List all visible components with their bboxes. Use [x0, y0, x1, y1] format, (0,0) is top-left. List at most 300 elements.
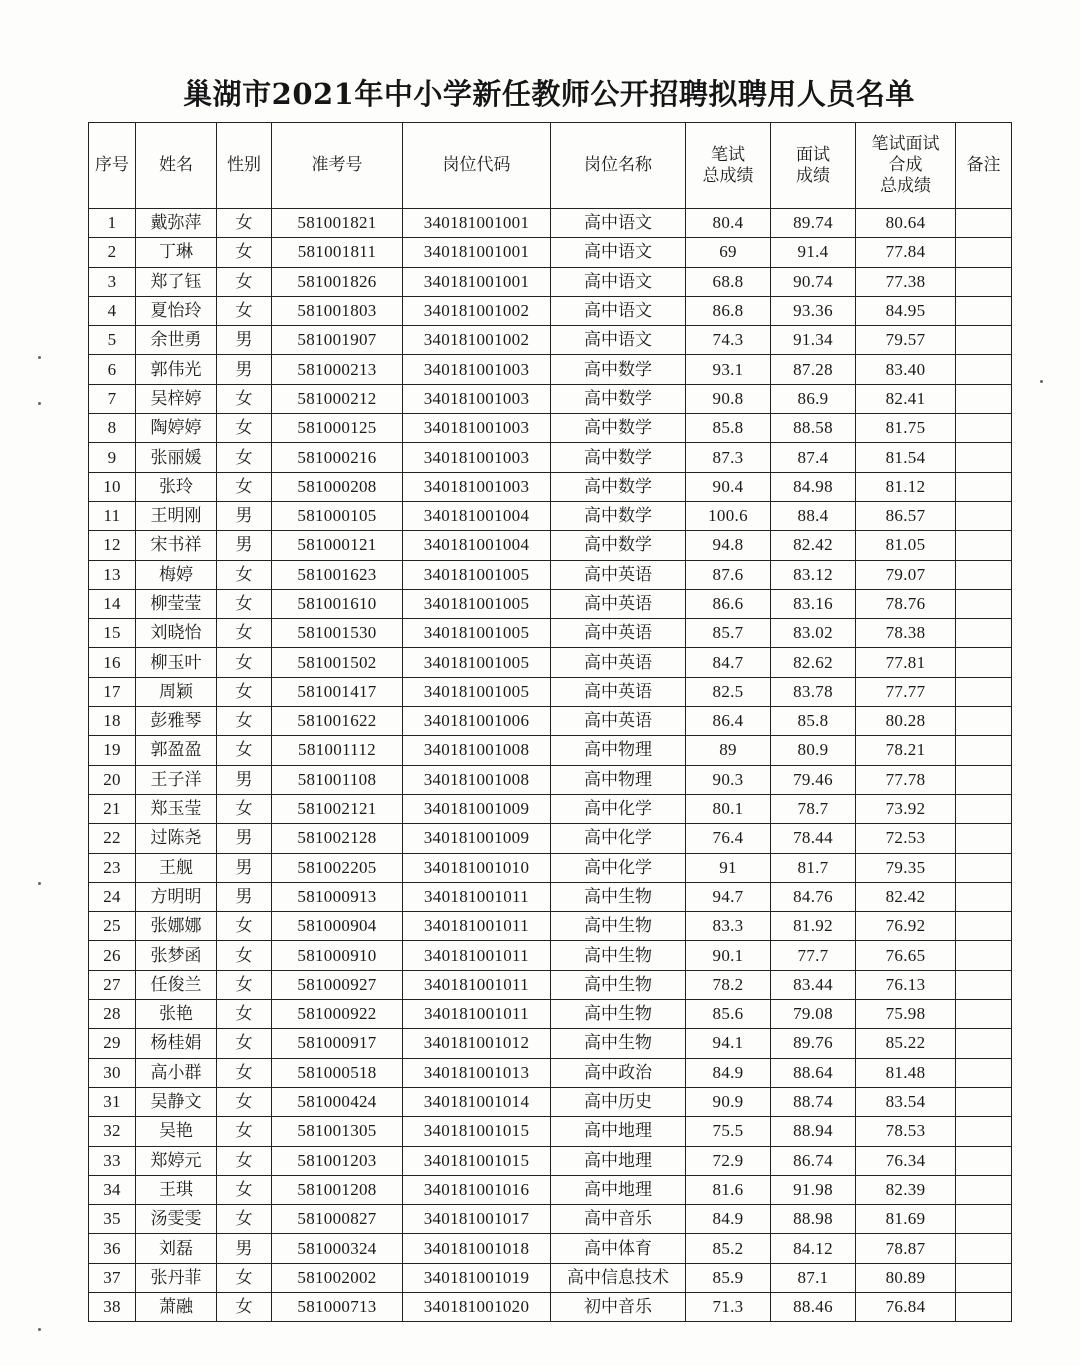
cell-total-score: 86.57 [856, 501, 956, 530]
cell-exam-no: 581001203 [272, 1146, 403, 1175]
cell-post-name: 高中英语 [551, 619, 686, 648]
cell-post-code: 340181001017 [403, 1205, 551, 1234]
cell-total-score: 79.35 [856, 853, 956, 882]
cell-remark [956, 1175, 1012, 1204]
cell-name: 戴弥萍 [136, 209, 217, 238]
cell-post-name: 高中生物 [551, 882, 686, 911]
cell-name: 张玲 [136, 472, 217, 501]
cell-total-score: 77.38 [856, 267, 956, 296]
cell-gender: 女 [217, 560, 272, 589]
cell-gender: 男 [217, 326, 272, 355]
header-written-line-1: 笔试 [711, 144, 745, 165]
cell-post-name: 高中语文 [551, 267, 686, 296]
cell-remark [956, 589, 1012, 618]
cell-written-score: 93.1 [686, 355, 771, 384]
cell-post-code: 340181001003 [403, 384, 551, 413]
cell-post-name: 高中化学 [551, 824, 686, 853]
cell-post-code: 340181001003 [403, 472, 551, 501]
table-row [89, 648, 1012, 677]
cell-interview-score: 82.62 [771, 648, 856, 677]
cell-exam-no: 581001502 [272, 648, 403, 677]
cell-idx: 3 [89, 267, 136, 296]
cell-name: 张艳 [136, 1000, 217, 1029]
cell-gender: 男 [217, 501, 272, 530]
cell-post-code: 340181001003 [403, 443, 551, 472]
cell-interview-score: 90.74 [771, 267, 856, 296]
cell-idx: 38 [89, 1292, 136, 1321]
cell-name: 陶婷婷 [136, 414, 217, 443]
cell-exam-no: 581002002 [272, 1263, 403, 1292]
cell-remark [956, 1087, 1012, 1116]
cell-post-code: 340181001019 [403, 1263, 551, 1292]
cell-gender: 女 [217, 941, 272, 970]
cell-remark [956, 1029, 1012, 1058]
cell-exam-no: 581001803 [272, 296, 403, 325]
cell-total-score: 84.95 [856, 296, 956, 325]
header-total-line-1: 笔试面试 [871, 134, 940, 154]
cell-post-code: 340181001004 [403, 531, 551, 560]
cell-gender: 女 [217, 1058, 272, 1087]
cell-post-code: 340181001011 [403, 882, 551, 911]
cell-remark [956, 1117, 1012, 1146]
cell-post-name: 高中音乐 [551, 1205, 686, 1234]
cell-exam-no: 581001907 [272, 326, 403, 355]
cell-written-score: 85.9 [686, 1263, 771, 1292]
cell-post-code: 340181001015 [403, 1146, 551, 1175]
cell-written-score: 80.1 [686, 794, 771, 823]
cell-name: 张梦函 [136, 941, 217, 970]
cell-post-code: 340181001002 [403, 296, 551, 325]
table-row [89, 501, 1012, 530]
cell-idx: 33 [89, 1146, 136, 1175]
cell-written-score: 90.1 [686, 941, 771, 970]
cell-name: 柳玉叶 [136, 648, 217, 677]
cell-gender: 女 [217, 1146, 272, 1175]
cell-idx: 16 [89, 648, 136, 677]
cell-idx: 34 [89, 1175, 136, 1204]
table-row [89, 1175, 1012, 1204]
cell-total-score: 81.05 [856, 531, 956, 560]
cell-name: 方明明 [136, 882, 217, 911]
cell-post-name: 高中数学 [551, 501, 686, 530]
cell-written-score: 87.6 [686, 560, 771, 589]
cell-gender: 女 [217, 677, 272, 706]
cell-gender: 女 [217, 1000, 272, 1029]
cell-exam-no: 581001623 [272, 560, 403, 589]
header-total-score [856, 123, 956, 209]
document-title: 巢湖市2021年中小学新任教师公开招聘拟聘用人员名单 [183, 77, 915, 111]
header-idx: 序号 [89, 123, 136, 209]
cell-idx: 1 [89, 209, 136, 238]
cell-exam-no: 581000212 [272, 384, 403, 413]
cell-interview-score: 87.4 [771, 443, 856, 472]
cell-idx: 8 [89, 414, 136, 443]
cell-exam-no: 581000904 [272, 912, 403, 941]
cell-post-code: 340181001001 [403, 209, 551, 238]
cell-remark [956, 1058, 1012, 1087]
cell-total-score: 80.89 [856, 1263, 956, 1292]
cell-remark [956, 619, 1012, 648]
cell-post-name: 高中英语 [551, 589, 686, 618]
cell-remark [956, 941, 1012, 970]
cell-remark [956, 238, 1012, 267]
cell-exam-no: 581000424 [272, 1087, 403, 1116]
cell-exam-no: 581000827 [272, 1205, 403, 1234]
cell-gender: 女 [217, 414, 272, 443]
cell-total-score: 83.54 [856, 1087, 956, 1116]
cell-name: 过陈尧 [136, 824, 217, 853]
cell-exam-no: 581001530 [272, 619, 403, 648]
cell-gender: 女 [217, 736, 272, 765]
table-row [89, 1263, 1012, 1292]
cell-post-name: 高中生物 [551, 1000, 686, 1029]
table-row [89, 443, 1012, 472]
cell-post-name: 高中物理 [551, 765, 686, 794]
cell-idx: 9 [89, 443, 136, 472]
cell-total-score: 82.41 [856, 384, 956, 413]
cell-remark [956, 882, 1012, 911]
cell-remark [956, 765, 1012, 794]
cell-written-score: 84.9 [686, 1205, 771, 1234]
cell-remark [956, 560, 1012, 589]
cell-remark [956, 736, 1012, 765]
cell-post-code: 340181001009 [403, 794, 551, 823]
cell-idx: 30 [89, 1058, 136, 1087]
cell-total-score: 81.69 [856, 1205, 956, 1234]
cell-post-code: 340181001016 [403, 1175, 551, 1204]
cell-post-name: 高中体育 [551, 1234, 686, 1263]
cell-written-score: 78.2 [686, 970, 771, 999]
header-total-line-3: 总成绩 [880, 176, 931, 196]
cell-exam-no: 581000910 [272, 941, 403, 970]
cell-post-code: 340181001006 [403, 707, 551, 736]
cell-exam-no: 581002121 [272, 794, 403, 823]
cell-written-score: 85.2 [686, 1234, 771, 1263]
cell-name: 郑了钰 [136, 267, 217, 296]
header-post-code: 岗位代码 [403, 123, 551, 209]
cell-post-code: 340181001018 [403, 1234, 551, 1263]
cell-total-score: 78.76 [856, 589, 956, 618]
table-row [89, 619, 1012, 648]
cell-name: 宋书祥 [136, 531, 217, 560]
cell-total-score: 78.87 [856, 1234, 956, 1263]
cell-post-name: 高中语文 [551, 296, 686, 325]
table-row [89, 531, 1012, 560]
cell-written-score: 86.6 [686, 589, 771, 618]
cell-post-code: 340181001009 [403, 824, 551, 853]
cell-name: 郑婷元 [136, 1146, 217, 1175]
header-interview-line-2: 成绩 [796, 165, 830, 186]
cell-interview-score: 85.8 [771, 707, 856, 736]
cell-post-name: 高中生物 [551, 912, 686, 941]
cell-remark [956, 414, 1012, 443]
cell-remark [956, 794, 1012, 823]
cell-total-score: 72.53 [856, 824, 956, 853]
cell-written-score: 84.7 [686, 648, 771, 677]
header-remark: 备注 [956, 123, 1012, 209]
cell-written-score: 94.8 [686, 531, 771, 560]
cell-idx: 25 [89, 912, 136, 941]
cell-total-score: 85.22 [856, 1029, 956, 1058]
cell-interview-score: 83.02 [771, 619, 856, 648]
cell-post-code: 340181001013 [403, 1058, 551, 1087]
cell-interview-score: 82.42 [771, 531, 856, 560]
cell-post-name: 高中化学 [551, 794, 686, 823]
table-row [89, 853, 1012, 882]
cell-written-score: 83.3 [686, 912, 771, 941]
cell-exam-no: 581001821 [272, 209, 403, 238]
header-written-line-2: 总成绩 [702, 165, 754, 186]
cell-idx: 5 [89, 326, 136, 355]
cell-remark [956, 853, 1012, 882]
cell-interview-score: 88.58 [771, 414, 856, 443]
cell-exam-no: 581000713 [272, 1292, 403, 1321]
cell-name: 刘晓怡 [136, 619, 217, 648]
cell-post-code: 340181001001 [403, 238, 551, 267]
cell-post-code: 340181001012 [403, 1029, 551, 1058]
cell-gender: 男 [217, 824, 272, 853]
cell-post-code: 340181001005 [403, 677, 551, 706]
header-total-line-2: 合成 [888, 155, 923, 175]
cell-total-score: 81.48 [856, 1058, 956, 1087]
cell-gender: 女 [217, 267, 272, 296]
table-row [89, 912, 1012, 941]
cell-total-score: 76.84 [856, 1292, 956, 1321]
cell-gender: 男 [217, 765, 272, 794]
cell-written-score: 89 [686, 736, 771, 765]
cell-interview-score: 83.16 [771, 589, 856, 618]
table-row [89, 941, 1012, 970]
cell-post-code: 340181001011 [403, 941, 551, 970]
header-interview-line-1: 面试 [796, 144, 830, 165]
cell-interview-score: 87.28 [771, 355, 856, 384]
table-row [89, 1205, 1012, 1234]
cell-interview-score: 84.98 [771, 472, 856, 501]
cell-name: 柳莹莹 [136, 589, 217, 618]
cell-written-score: 69 [686, 238, 771, 267]
cell-interview-score: 79.46 [771, 765, 856, 794]
cell-post-name: 高中生物 [551, 1029, 686, 1058]
cell-exam-no: 581001208 [272, 1175, 403, 1204]
cell-interview-score: 88.4 [771, 501, 856, 530]
cell-exam-no: 581000927 [272, 970, 403, 999]
cell-post-name: 高中数学 [551, 414, 686, 443]
cell-post-name: 高中英语 [551, 560, 686, 589]
cell-exam-no: 581001112 [272, 736, 403, 765]
cell-remark [956, 209, 1012, 238]
table-row [89, 707, 1012, 736]
cell-name: 吴静文 [136, 1087, 217, 1116]
cell-total-score: 78.38 [856, 619, 956, 648]
table-row [89, 1146, 1012, 1175]
cell-post-code: 340181001005 [403, 619, 551, 648]
cell-exam-no: 581001622 [272, 707, 403, 736]
cell-name: 余世勇 [136, 326, 217, 355]
cell-idx: 2 [89, 238, 136, 267]
cell-interview-score: 89.74 [771, 209, 856, 238]
cell-total-score: 77.81 [856, 648, 956, 677]
cell-written-score: 68.8 [686, 267, 771, 296]
cell-post-code: 340181001005 [403, 560, 551, 589]
cell-gender: 男 [217, 1234, 272, 1263]
cell-exam-no: 581000121 [272, 531, 403, 560]
cell-total-score: 83.40 [856, 355, 956, 384]
cell-interview-score: 89.76 [771, 1029, 856, 1058]
cell-gender: 女 [217, 1263, 272, 1292]
cell-total-score: 77.77 [856, 677, 956, 706]
cell-total-score: 78.21 [856, 736, 956, 765]
header-interview-score [771, 123, 856, 209]
cell-name: 任俊兰 [136, 970, 217, 999]
cell-total-score: 76.92 [856, 912, 956, 941]
cell-name: 丁琳 [136, 238, 217, 267]
cell-written-score: 100.6 [686, 501, 771, 530]
cell-written-score: 86.8 [686, 296, 771, 325]
cell-idx: 14 [89, 589, 136, 618]
cell-exam-no: 581000125 [272, 414, 403, 443]
cell-post-name: 高中地理 [551, 1117, 686, 1146]
cell-post-code: 340181001011 [403, 1000, 551, 1029]
cell-gender: 女 [217, 209, 272, 238]
cell-post-name: 高中物理 [551, 736, 686, 765]
scan-speck [38, 402, 41, 405]
cell-interview-score: 88.64 [771, 1058, 856, 1087]
cell-name: 吴艳 [136, 1117, 217, 1146]
cell-gender: 男 [217, 531, 272, 560]
cell-idx: 24 [89, 882, 136, 911]
cell-interview-score: 91.4 [771, 238, 856, 267]
cell-exam-no: 581000922 [272, 1000, 403, 1029]
cell-written-score: 82.5 [686, 677, 771, 706]
cell-idx: 6 [89, 355, 136, 384]
cell-total-score: 75.98 [856, 1000, 956, 1029]
cell-interview-score: 78.44 [771, 824, 856, 853]
cell-interview-score: 79.08 [771, 1000, 856, 1029]
cell-interview-score: 83.44 [771, 970, 856, 999]
cell-post-code: 340181001008 [403, 765, 551, 794]
cell-interview-score: 83.78 [771, 677, 856, 706]
cell-gender: 女 [217, 472, 272, 501]
cell-written-score: 86.4 [686, 707, 771, 736]
cell-total-score: 76.34 [856, 1146, 956, 1175]
cell-gender: 女 [217, 589, 272, 618]
table-row [89, 1000, 1012, 1029]
cell-post-name: 高中数学 [551, 531, 686, 560]
cell-written-score: 90.9 [686, 1087, 771, 1116]
cell-post-name: 高中语文 [551, 238, 686, 267]
cell-gender: 女 [217, 970, 272, 999]
cell-idx: 4 [89, 296, 136, 325]
cell-post-name: 高中生物 [551, 970, 686, 999]
cell-gender: 女 [217, 1117, 272, 1146]
cell-exam-no: 581002128 [272, 824, 403, 853]
cell-gender: 女 [217, 1205, 272, 1234]
cell-exam-no: 581001417 [272, 677, 403, 706]
cell-gender: 女 [217, 648, 272, 677]
cell-post-code: 340181001002 [403, 326, 551, 355]
cell-post-code: 340181001020 [403, 1292, 551, 1321]
cell-post-code: 340181001015 [403, 1117, 551, 1146]
cell-total-score: 82.39 [856, 1175, 956, 1204]
cell-gender: 女 [217, 707, 272, 736]
cell-gender: 女 [217, 1175, 272, 1204]
cell-interview-score: 93.36 [771, 296, 856, 325]
candidate-table [88, 122, 1012, 1322]
cell-exam-no: 581002205 [272, 853, 403, 882]
cell-total-score: 76.13 [856, 970, 956, 999]
cell-written-score: 84.9 [686, 1058, 771, 1087]
cell-remark [956, 1263, 1012, 1292]
cell-post-name: 高中数学 [551, 472, 686, 501]
cell-interview-score: 80.9 [771, 736, 856, 765]
cell-remark [956, 384, 1012, 413]
cell-total-score: 80.28 [856, 707, 956, 736]
cell-gender: 女 [217, 1292, 272, 1321]
cell-remark [956, 707, 1012, 736]
cell-gender: 女 [217, 443, 272, 472]
cell-interview-score: 87.1 [771, 1263, 856, 1292]
cell-name: 王舰 [136, 853, 217, 882]
cell-total-score: 79.07 [856, 560, 956, 589]
scan-speck [38, 356, 41, 359]
cell-written-score: 85.6 [686, 1000, 771, 1029]
cell-interview-score: 86.74 [771, 1146, 856, 1175]
table-row [89, 1058, 1012, 1087]
cell-exam-no: 581001826 [272, 267, 403, 296]
cell-total-score: 73.92 [856, 794, 956, 823]
cell-interview-score: 88.46 [771, 1292, 856, 1321]
cell-post-name: 高中语文 [551, 209, 686, 238]
cell-post-code: 340181001004 [403, 501, 551, 530]
cell-name: 刘磊 [136, 1234, 217, 1263]
cell-post-code: 340181001010 [403, 853, 551, 882]
cell-exam-no: 581000216 [272, 443, 403, 472]
cell-remark [956, 1146, 1012, 1175]
cell-exam-no: 581001811 [272, 238, 403, 267]
cell-post-code: 340181001014 [403, 1087, 551, 1116]
cell-gender: 女 [217, 1087, 272, 1116]
cell-remark [956, 824, 1012, 853]
header-exam-no: 准考号 [272, 123, 403, 209]
cell-total-score: 81.75 [856, 414, 956, 443]
table-row [89, 736, 1012, 765]
cell-gender: 男 [217, 853, 272, 882]
cell-name: 高小群 [136, 1058, 217, 1087]
cell-post-name: 高中语文 [551, 326, 686, 355]
cell-post-code: 340181001003 [403, 414, 551, 443]
cell-interview-score: 78.7 [771, 794, 856, 823]
cell-written-score: 76.4 [686, 824, 771, 853]
cell-remark [956, 355, 1012, 384]
cell-name: 郭伟光 [136, 355, 217, 384]
cell-gender: 女 [217, 912, 272, 941]
cell-total-score: 81.12 [856, 472, 956, 501]
table-row [89, 238, 1012, 267]
cell-remark [956, 296, 1012, 325]
cell-remark [956, 531, 1012, 560]
cell-exam-no: 581000917 [272, 1029, 403, 1058]
header-gender: 性别 [217, 123, 272, 209]
cell-post-name: 高中政治 [551, 1058, 686, 1087]
cell-idx: 12 [89, 531, 136, 560]
cell-post-code: 340181001011 [403, 970, 551, 999]
cell-post-name: 高中英语 [551, 648, 686, 677]
cell-post-name: 高中地理 [551, 1175, 686, 1204]
cell-name: 萧融 [136, 1292, 217, 1321]
cell-post-name: 高中信息技术 [551, 1263, 686, 1292]
header-written-score [686, 123, 771, 209]
cell-idx: 22 [89, 824, 136, 853]
